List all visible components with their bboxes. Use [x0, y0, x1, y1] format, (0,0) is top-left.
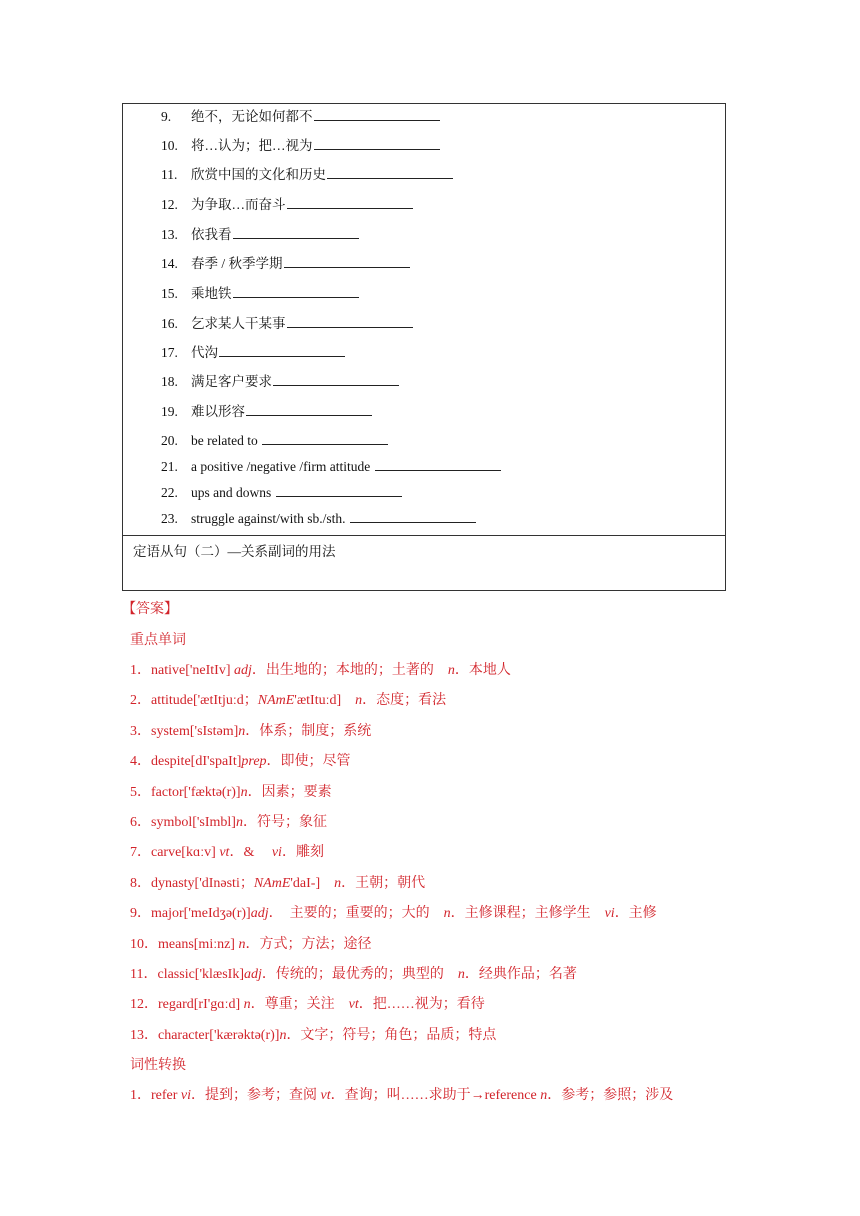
answer-text: ．符号；象征 — [242, 815, 327, 830]
vocab-item — [161, 136, 440, 155]
part-of-speech: n — [540, 1088, 548, 1103]
answer-text: ．把……视为；看待 — [358, 997, 485, 1013]
answer-text: ．尊重；关注 — [250, 997, 335, 1013]
vocab-text: 将…认为；把…视为 — [191, 138, 313, 153]
vocab-item — [161, 107, 440, 126]
vocab-item — [161, 195, 413, 214]
vocab-text: 满足客户要求 — [191, 374, 272, 389]
vocab-item — [161, 225, 359, 244]
vocab-text: struggle against/with sb./sth. — [191, 511, 349, 526]
answer-text: ．方式；方法；途径 — [245, 936, 372, 952]
answer-text: 'ætItuːd] — [294, 693, 342, 709]
vocab-text: 代沟 — [191, 345, 218, 360]
part-of-speech: n — [279, 1027, 287, 1043]
answer-text: ．出生地的；本地的；土著的 — [251, 663, 434, 678]
vocab-item — [161, 343, 345, 362]
part-of-speech: NAmE — [253, 875, 291, 891]
part-of-speech: adj — [250, 906, 269, 922]
answer-blank[interactable] — [327, 165, 453, 179]
part-of-speech: n — [443, 906, 451, 922]
vocab-item — [161, 457, 501, 476]
answer-blank[interactable] — [350, 509, 476, 523]
vocab-item — [161, 254, 410, 273]
vocab-text: 难以形容 — [191, 404, 245, 419]
answer-text: 'daI-] — [290, 875, 321, 891]
vocab-text: 依我看 — [191, 227, 232, 242]
vocab-number: 23. — [161, 511, 178, 526]
vocab-text: 为争取…而奋斗 — [191, 197, 286, 212]
answer-blank[interactable] — [284, 254, 410, 268]
answer-item — [130, 995, 485, 1015]
answer-blank[interactable] — [246, 402, 372, 416]
answers-subtitle-conversion: 词性转换 — [130, 1058, 186, 1073]
answer-text: 6．symbol['sImbl] — [130, 815, 236, 830]
answer-item — [130, 722, 371, 742]
answer-item — [130, 843, 324, 863]
answer-text: ．经典作品；名著 — [464, 967, 577, 982]
answer-text: ． 主要的；重要的；大的 — [268, 906, 430, 922]
answer-text: ．参考；参照；涉及 — [547, 1088, 674, 1103]
answer-text: 5．factor['fæktə(r)] — [130, 784, 241, 800]
answer-blank[interactable] — [287, 195, 413, 209]
part-of-speech: vt — [320, 1088, 331, 1103]
answer-blank[interactable] — [314, 136, 440, 150]
vocab-number: 16. — [161, 316, 178, 331]
vocab-text: 绝不，无论如何都不 — [191, 109, 313, 124]
part-of-speech: vt — [219, 845, 230, 861]
vocab-item — [161, 509, 476, 528]
part-of-speech: prep — [241, 754, 267, 770]
answer-item — [130, 783, 332, 803]
answer-text: 12．regard[rI'gɑːd] — [130, 997, 244, 1013]
answer-text: 10．means[miːnz] — [130, 936, 239, 952]
vocab-number: 13. — [161, 227, 178, 242]
vocab-item — [161, 314, 413, 333]
answer-text: 7．carve[kɑːv] — [130, 845, 220, 861]
answer-text: ．本地人 — [454, 663, 511, 678]
part-of-speech: adj — [233, 663, 252, 678]
exercise-table — [122, 103, 726, 591]
part-of-speech: n — [447, 663, 455, 678]
part-of-speech: vt — [348, 997, 359, 1013]
vocab-text: 春季 / 秋季学期 — [191, 256, 283, 271]
answer-text: 3．system['sIstəm] — [130, 723, 239, 739]
vocab-item — [161, 402, 372, 421]
answer-text: ．即使；尽管 — [266, 754, 351, 770]
vocab-number: 12. — [161, 197, 178, 212]
answer-text: ．体系；制度；系统 — [245, 723, 372, 739]
answer-blank[interactable] — [233, 225, 359, 239]
part-of-speech: n — [457, 967, 465, 982]
answer-text: ．因素；要素 — [247, 784, 332, 800]
answer-blank[interactable] — [375, 457, 501, 471]
vocab-number: 21. — [161, 459, 178, 474]
answer-blank[interactable] — [219, 343, 345, 357]
part-of-speech: vi — [604, 906, 615, 922]
answer-text: 1．native['neItIv] — [130, 663, 234, 678]
vocab-number: 11. — [161, 167, 178, 182]
part-of-speech: vi — [180, 1088, 192, 1103]
vocab-text: be related to — [191, 433, 262, 448]
answer-text: ．雕刻 — [281, 845, 324, 861]
part-of-speech: adj — [243, 967, 262, 982]
answer-blank[interactable] — [273, 372, 399, 386]
part-of-speech: n — [240, 784, 248, 800]
answer-text: 9．major['meIdʒə(r)] — [130, 906, 251, 922]
conversion-item — [130, 1086, 673, 1106]
answers-subtitle-key-words: 重点单词 — [130, 633, 186, 648]
vocab-text: ups and downs — [191, 485, 275, 500]
answer-text: ．主修 — [614, 906, 657, 922]
part-of-speech: n — [243, 997, 251, 1013]
vocab-number: 10. — [161, 138, 178, 153]
answer-text: ．& — [229, 845, 258, 861]
section-heading: 定语从句（二）—关系副词的用法 — [133, 544, 336, 559]
answer-item — [130, 935, 371, 955]
vocab-number: 17. — [161, 345, 178, 360]
answer-item — [130, 813, 327, 833]
answers-title: 【答案】 — [122, 602, 178, 617]
answer-text: ．查询；叫……求助于→reference — [330, 1088, 541, 1103]
part-of-speech: n — [355, 693, 363, 709]
vocab-item — [161, 431, 388, 450]
answer-item — [130, 752, 351, 772]
answer-text: ．传统的；最优秀的；典型的 — [261, 967, 444, 982]
vocab-item — [161, 483, 402, 502]
table-divider — [123, 535, 725, 536]
answer-text: 11．classic['klæsIk] — [130, 967, 244, 982]
answer-text: ．文字；符号；角色；品质；特点 — [286, 1027, 497, 1043]
vocab-number: 18. — [161, 374, 178, 389]
answer-text: 13．character['kærəktə(r)] — [130, 1027, 280, 1043]
answer-text: 8．dynasty['dInəsti； — [130, 875, 254, 891]
vocab-text: 乞求某人干某事 — [191, 316, 286, 331]
answer-text: ．态度；看法 — [362, 693, 447, 709]
answer-text: ．提到；参考；查阅 — [191, 1088, 321, 1103]
answer-blank[interactable] — [262, 431, 388, 445]
part-of-speech: vi — [271, 845, 282, 861]
answer-item — [130, 1026, 496, 1046]
answer-text: 2．attitude['ætItjuːd； — [130, 693, 258, 709]
part-of-speech: NAmE — [257, 693, 295, 709]
vocab-text: a positive /negative /firm attitude — [191, 459, 374, 474]
vocab-number: 14. — [161, 256, 178, 271]
answer-blank[interactable] — [233, 284, 359, 298]
answer-item — [130, 691, 446, 711]
part-of-speech: n — [235, 815, 243, 830]
vocab-number: 9. — [161, 109, 172, 124]
answer-blank[interactable] — [276, 483, 402, 497]
vocab-number: 15. — [161, 286, 178, 301]
answer-text: ．主修课程；主修学生 — [450, 906, 591, 922]
answer-blank[interactable] — [287, 314, 413, 328]
answer-text: 4．despite[dI'spaIt] — [130, 754, 242, 770]
answer-text: 1．refer — [130, 1088, 181, 1103]
answer-blank[interactable] — [314, 107, 440, 121]
part-of-speech: n — [334, 875, 342, 891]
answer-item — [130, 904, 657, 924]
vocab-item — [161, 284, 359, 303]
vocab-number: 22. — [161, 485, 178, 500]
vocab-item — [161, 372, 399, 391]
vocab-number: 19. — [161, 404, 178, 419]
vocab-text: 乘地铁 — [191, 286, 232, 301]
part-of-speech: n — [238, 723, 246, 739]
answer-item — [130, 661, 511, 681]
answer-text: ．王朝；朝代 — [341, 875, 426, 891]
vocab-item — [161, 165, 453, 184]
answer-item — [130, 874, 425, 894]
part-of-speech: n — [238, 936, 246, 952]
vocab-number: 20. — [161, 433, 178, 448]
answer-item — [130, 965, 577, 985]
vocab-text: 欣赏中国的文化和历史 — [191, 167, 326, 182]
